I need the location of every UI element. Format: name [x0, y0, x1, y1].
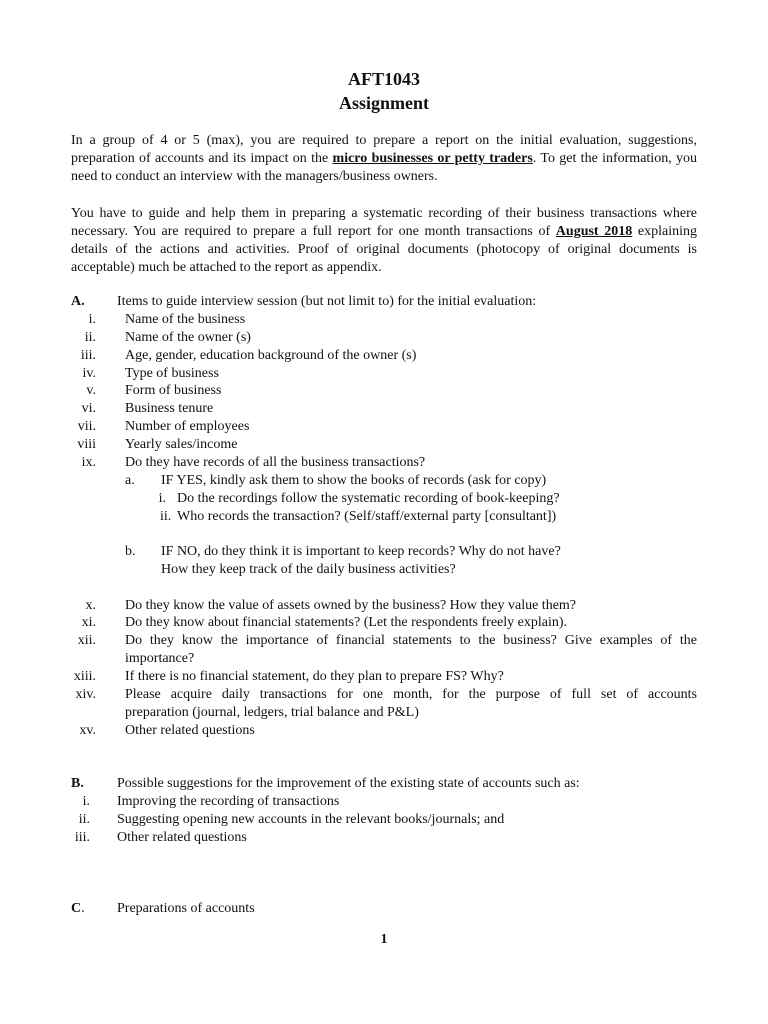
list-item: Yearly sales/income — [125, 437, 238, 452]
list-item-continuation: importance? — [125, 651, 195, 666]
list-item-number: xi. — [81, 615, 96, 630]
list-item-number: iii. — [74, 830, 90, 845]
list-item: Age, gender, education background of the owner (s) — [125, 348, 417, 363]
list-item: Business tenure — [125, 401, 214, 416]
sub-item: IF YES, kindly ask them to show the books of records (ask for copy) — [161, 473, 547, 488]
list-item: Other related questions — [117, 830, 247, 845]
list-item-number: v. — [86, 383, 96, 398]
list-item-number: xiv. — [75, 687, 96, 702]
list-item-number: i. — [88, 312, 96, 327]
intro-p2-text-a: You have to guide and help them in preparing a systematic recording of their business transactions where necessary. You are required to prepare a full report for one month transactions of — [71, 206, 697, 239]
intro-paragraph-2 — [71, 205, 697, 277]
intro-p1-text-a: In a group of 4 or 5 (max), you are required to prepare a report on the initial evaluation, suggestions, preparation of accounts and its impact on the — [71, 133, 697, 166]
sub-item-marker: a. — [125, 473, 135, 488]
list-item: Number of employees — [125, 419, 250, 434]
list-item-number: ix. — [81, 455, 96, 470]
section-c-letter: C — [71, 901, 82, 916]
section-c-marker — [71, 900, 85, 918]
list-item: Do they have records of all the business transactions? — [125, 455, 426, 470]
sub-item-marker: b. — [125, 544, 136, 559]
intro-p1-text-b: . To get the information, you need to conduct an interview with the managers/business owners. — [71, 151, 697, 184]
nested-item-number: i. — [158, 491, 166, 506]
section-a-heading: Items to guide interview session (but not limit to) for the initial evaluation: — [117, 294, 537, 309]
list-item-number: vii. — [77, 419, 96, 434]
nested-item: Who records the transaction? (Self/staff/external party [consultant]) — [177, 509, 557, 524]
list-item: If there is no financial statement, do they plan to prepare FS? Why? — [125, 669, 504, 684]
list-item: Suggesting opening new accounts in the relevant books/journals; and — [117, 812, 505, 827]
list-item-number: x. — [85, 598, 96, 613]
section-b-heading: Possible suggestions for the improvement of the existing state of accounts such as: — [117, 776, 580, 791]
list-item: Type of business — [125, 366, 219, 381]
intro-p1-emphasis: micro businesses or petty traders — [332, 151, 533, 166]
nested-item: Do the recordings follow the systematic recording of book-keeping? — [177, 491, 560, 506]
intro-p2-text-b: explaining details of the actions and activities. Proof of original documents (photocopy of original documents is acceptable) much be attached to the report as appendix. — [71, 224, 697, 275]
list-item: Improving the recording of transactions — [117, 794, 340, 809]
list-item: Do they know the value of assets owned by the business? How they value them? — [125, 598, 577, 613]
section-a-marker: A. — [71, 294, 85, 309]
list-item-number: vi. — [81, 401, 96, 416]
section-c-heading: Preparations of accounts — [117, 901, 255, 916]
page-title: Assignment — [338, 93, 429, 113]
list-item-number: ii. — [84, 330, 96, 345]
sub-item-continuation: How they keep track of the daily business activities? — [161, 562, 456, 577]
list-item-number: xii. — [77, 633, 96, 648]
list-item-number: i. — [82, 794, 90, 809]
course-code: AFT1043 — [348, 69, 420, 89]
sub-item: IF NO, do they think it is important to keep records? Why do not have? — [161, 544, 561, 559]
list-item-number: viii — [77, 437, 96, 452]
list-item-number: ii. — [78, 812, 90, 827]
list-item-number: xiii. — [73, 669, 96, 684]
list-item-number: iii. — [80, 348, 96, 363]
intro-paragraph-1 — [71, 132, 697, 186]
list-item: Name of the business — [125, 312, 246, 327]
list-item: Please acquire daily transactions for one month, for the purpose of full set of accounts — [125, 687, 697, 702]
nested-item-number: ii. — [160, 509, 172, 524]
page-number: 1 — [380, 932, 388, 947]
intro-p2-emphasis: August 2018 — [555, 224, 633, 239]
list-item: Do they know about financial statements? (Let the respondents freely explain). — [125, 615, 568, 630]
section-b-marker: B. — [71, 776, 84, 791]
section-c-dot: . — [81, 901, 85, 916]
list-item: Do they know the importance of financial statements to the business? Give examples of the — [125, 633, 697, 648]
list-item-continuation: preparation (journal, ledgers, trial balance and P&L) — [125, 705, 419, 720]
list-item-number: iv. — [82, 366, 96, 381]
list-item: Form of business — [125, 383, 222, 398]
list-item: Name of the owner (s) — [125, 330, 251, 345]
list-item: Other related questions — [125, 723, 255, 738]
list-item-number: xv. — [79, 723, 96, 738]
